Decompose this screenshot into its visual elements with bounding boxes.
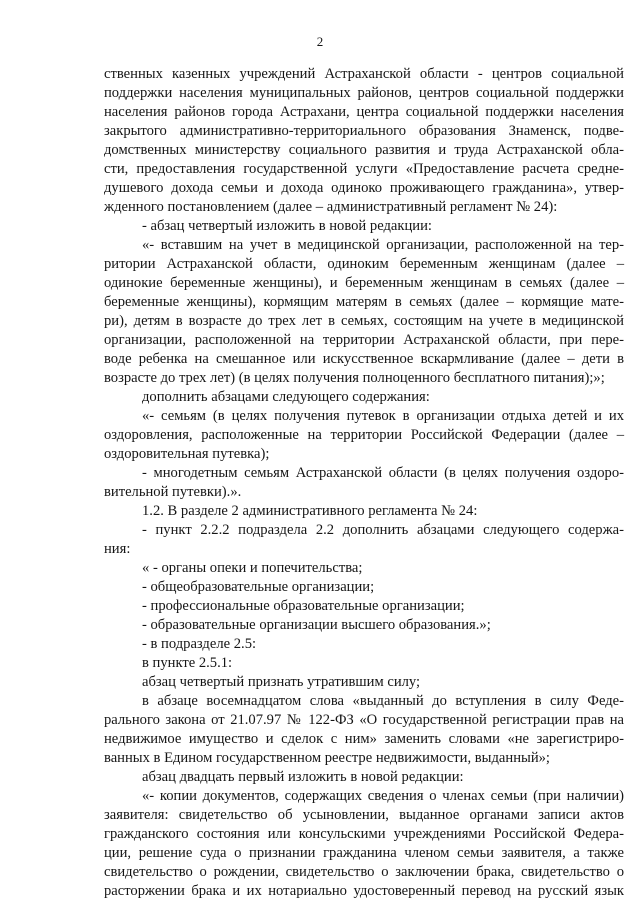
text-line: 1.2. В разделе 2 административного регламента № 24: xyxy=(142,503,478,519)
text-line: - общеобразовательные организации; xyxy=(142,579,375,595)
text-line: воде ребенка на смешанное или искусственное вскармливание (далее – дети в xyxy=(104,351,624,367)
text-line: рального закона от 21.07.97 № 122-ФЗ «О государственной регистрации прав на xyxy=(104,712,624,728)
text-line: оздоровительная путевка); xyxy=(104,446,270,462)
text-line: в абзаце восемнадцатом слова «выданный до вступления в силу Феде- xyxy=(142,693,624,709)
text-line: - абзац четвертый изложить в новой редакции: xyxy=(142,218,432,234)
text-line: абзац четвертый признать утратившим силу; xyxy=(142,674,421,690)
text-line: жденного постановлением (далее – административный регламент № 24): xyxy=(104,199,558,215)
text-line: вительной путевки).». xyxy=(104,484,242,500)
text-line: дополнить абзацами следующего содержания: xyxy=(142,389,430,405)
text-line: - многодетным семьям Астраханской области (в целях получения оздоро- xyxy=(142,465,624,481)
text-line: абзац двадцать первый изложить в новой редакции: xyxy=(142,769,464,785)
text-line: свидетельство о рождении, свидетельство о заключении брака, свидетельство о xyxy=(104,864,624,880)
text-line: заявителя: свидетельство об усыновлении, выданное органами записи актов xyxy=(104,807,624,823)
document-body xyxy=(104,65,624,901)
text-line: ванных в Едином государственном реестре недвижимости, выданный»; xyxy=(104,750,550,766)
text-line: гражданского состояния или консульскими учреждениями Российской Федера- xyxy=(104,826,624,842)
text-line: беременные женщины), кормящим матерям в семьях (далее – кормящие мате- xyxy=(104,294,624,310)
text-line: оздоровления, расположенные на территории Российской Федерации (далее – xyxy=(104,427,624,443)
text-line: ственных казенных учреждений Астраханской области - центров социальной xyxy=(104,66,624,82)
text-line: населения районов города Астрахани, центра социальной поддержки населения xyxy=(104,104,624,120)
text-line: ния: xyxy=(104,541,131,557)
text-line: «- семьям (в целях получения путевок в организации отдыха детей и их xyxy=(142,408,624,424)
text-line: возрасте до трех лет) (в целях получения полноценного бесплатного питания);»; xyxy=(104,370,605,386)
text-line: «- вставшим на учет в медицинской организации, расположенной на тер- xyxy=(142,237,624,253)
page-number: 2 xyxy=(316,34,324,49)
text-line: ритории Астраханской области, одиноким беременным женщинам (далее – xyxy=(104,256,624,272)
text-line: недвижимое имущество и сделок с ним» заменить словами «не зарегистриро- xyxy=(104,731,624,747)
text-line: организации, расположенной на территории Астраханской области, при пере- xyxy=(104,332,624,348)
text-line: ри), детям в возрасте до трех лет в семьях, состоящим на учете в медицинской xyxy=(104,313,624,329)
text-line: - в подразделе 2.5: xyxy=(142,636,257,652)
text-line: - образовательные организации высшего образования.»; xyxy=(142,617,491,633)
text-line: душевого дохода семьи и дохода одиноко проживающего гражданина», утвер- xyxy=(104,180,624,196)
text-line: поддержки населения муниципальных районов, центров социальной поддержки xyxy=(104,85,624,101)
text-line: расторжении брака и их нотариально удостоверенный перевод на русский язык xyxy=(104,883,624,899)
text-line: - профессиональные образовательные организации; xyxy=(142,598,465,614)
text-line: домственных министерству социального развития и труда Астраханской обла- xyxy=(104,142,624,158)
text-line: ции, решение суда о признании гражданина членом семьи заявителя, а также xyxy=(104,845,624,861)
text-line: сти, предоставления государственной услуги «Предоставление расчета средне- xyxy=(104,161,624,177)
text-line: « - органы опеки и попечительства; xyxy=(142,560,363,576)
text-line: «- копии документов, содержащих сведения о членах семьи (при наличии) xyxy=(142,788,624,804)
text-line: - пункт 2.2.2 подраздела 2.2 дополнить абзацами следующего содержа- xyxy=(142,522,624,538)
text-line: в пункте 2.5.1: xyxy=(142,655,233,671)
text-line: одинокие беременные женщины), и беременным женщинам в семьях (далее – xyxy=(104,275,624,291)
text-line: закрытого административно-территориального образования Знаменск, подве- xyxy=(104,123,624,139)
